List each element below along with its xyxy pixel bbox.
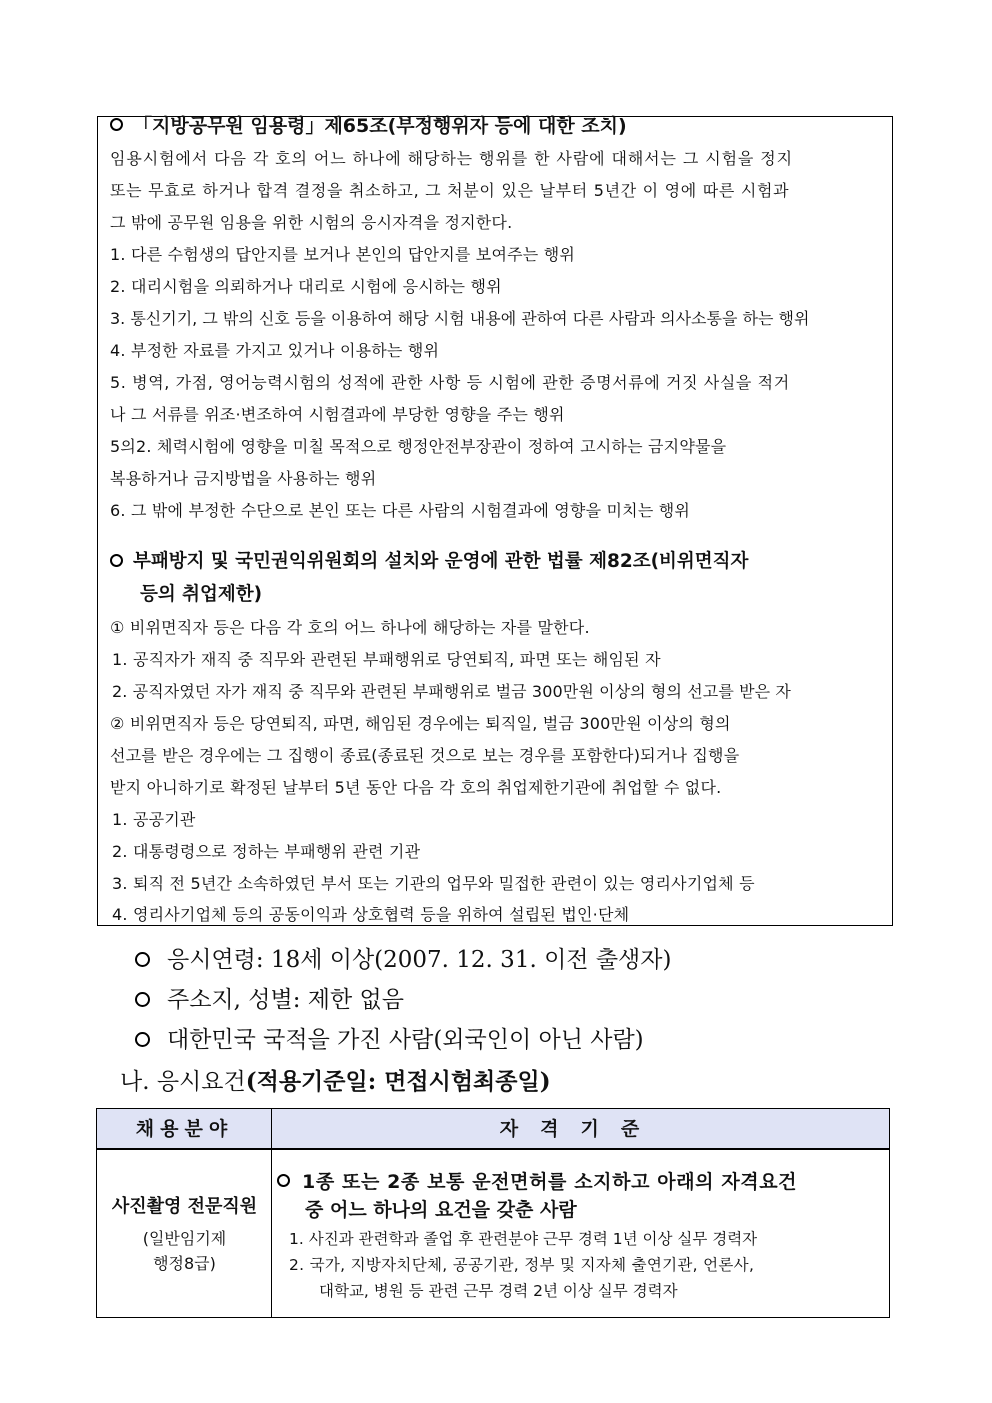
section2-line: 1. 공직자가 재직 중 직무와 관련된 부패행위로 당연퇴직, 파면 또는 해임된 자 (112, 650, 661, 669)
requirement-line1: 1종 또는 2종 보통 운전면허를 소지하고 아래의 자격요건 (302, 1171, 798, 1193)
section1-line: 5의2. 체력시험에 영향을 미칠 목적으로 행정안전부장관이 정하여 고시하는 금지약물을 (110, 437, 727, 456)
section1-line: 임용시험에서 다음 각 호의 어느 하나에 해당하는 행위를 한 사람에 대해서는 그 시험을 정지 (110, 149, 793, 168)
regulation-box (97, 116, 893, 926)
section2-heading (110, 550, 748, 574)
section1-line: 6. 그 밖에 부정한 수단으로 본인 또는 다른 사람의 시험결과에 영향을 미치는 행위 (110, 501, 691, 520)
circle-bullet-icon (135, 1032, 150, 1047)
bullet-nationality-text: 대한민국 국적을 가진 사람(외국인이 아닌 사람) (167, 1027, 644, 1053)
section1-line: 4. 부정한 자료를 가지고 있거나 이용하는 행위 (110, 341, 440, 360)
table-header-field: 채용분야 (97, 1109, 272, 1150)
field-sub2: 행정8급) (153, 1254, 216, 1273)
requirement-item: 2. 국가, 지방자치단체, 공공기관, 정부 및 지자체 출연기관, 언론사, (289, 1256, 755, 1274)
section1-line: 2. 대리시험을 의뢰하거나 대리로 시험에 응시하는 행위 (110, 277, 502, 296)
section1-heading (110, 114, 627, 138)
section2-line: 1. 공공기관 (112, 810, 196, 829)
section1-line: 나 그 서류를 위조·변조하여 시험결과에 부당한 영향을 주는 행위 (110, 405, 565, 424)
section1-line: 또는 무효로 하거나 합격 결정을 취소하고, 그 처분이 있은 날부터 5년간 이 영에 따른 시험과 (110, 181, 790, 200)
bullet-address-text: 주소지, 성별: 제한 없음 (167, 987, 404, 1013)
subheading-prefix: 나. 응시요건 (120, 1069, 246, 1095)
bullet-nationality (135, 1026, 644, 1054)
requirement-main (277, 1167, 797, 1194)
section2-line: ② 비위면직자 등은 당연퇴직, 파면, 해임된 경우에는 퇴직일, 벌금 300만원 이상의 형의 (110, 714, 731, 733)
section2-line: 3. 퇴직 전 5년간 소속하였던 부서 또는 기관의 업무와 밀접한 관련이 있는 영리사기업체 등 (112, 874, 755, 893)
table-header-criteria: 자격기준 (272, 1109, 889, 1150)
section2-line: 2. 대통령령으로 정하는 부패행위 관련 기관 (112, 842, 421, 861)
section2-line: ① 비위면직자 등은 다음 각 호의 어느 하나에 해당하는 자를 말한다. (110, 618, 590, 637)
section1-line: 그 밖에 공무원 임용을 위한 시험의 응시자격을 정지한다. (110, 213, 513, 232)
bullet-age-text: 응시연령: 18세 이상(2007. 12. 31. 이전 출생자) (167, 947, 672, 973)
section2-line: 받지 아니하기로 확정된 날부터 5년 동안 다음 각 호의 취업제한기관에 취업할 수 없다. (110, 778, 722, 797)
section2-line: 4. 영리사기업체 등의 공동이익과 상호협력 등을 위하여 설립된 법인·단체 (112, 905, 630, 924)
requirement-line2: 중 어느 하나의 요건을 갖춘 사람 (305, 1199, 577, 1221)
section2-line: 2. 공직자였던 자가 재직 중 직무와 관련된 부패행위로 벌금 300만원 이상의 형의 선고를 받은 자 (112, 682, 791, 701)
requirements-table (96, 1108, 890, 1318)
circle-bullet-icon (135, 952, 150, 967)
subheading (120, 1068, 551, 1096)
subheading-bold: (적용기준일: 면접시험최종일) (245, 1068, 551, 1095)
circle-bullet-icon (277, 1174, 290, 1187)
circle-bullet-icon (110, 554, 123, 567)
field-sub1: (일반임기제 (142, 1229, 227, 1248)
section2-heading-cont: 등의 취업제한) (140, 584, 263, 605)
section1-line: 5. 병역, 가점, 영어능력시험의 성적에 관한 사항 등 시험에 관한 증명서류에 거짓 사실을 적거 (110, 373, 790, 392)
section1-heading-text: 「지방공무원 임용령」제65조(부정행위자 등에 대한 조치) (133, 115, 627, 137)
section2-line: 선고를 받은 경우에는 그 집행이 종료(종료된 것으로 보는 경우를 포함한다)되거나 집행을 (110, 746, 740, 765)
section1-line: 1. 다른 수험생의 답안지를 보거나 본인의 답안지를 보여주는 행위 (110, 245, 576, 264)
bullet-address (135, 986, 404, 1014)
field-title: 사진촬영 전문직원 (111, 1196, 258, 1217)
circle-bullet-icon (110, 118, 123, 131)
requirement-item: 1. 사진과 관련학과 졸업 후 관련분야 근무 경력 1년 이상 실무 경력자 (289, 1230, 758, 1248)
bullet-age (135, 946, 671, 974)
section1-line: 3. 통신기기, 그 밖의 신호 등을 이용하여 해당 시험 내용에 관하여 다른 사람과 의사소통을 하는 행위 (110, 309, 810, 328)
circle-bullet-icon (135, 992, 150, 1007)
requirement-item: 대학교, 병원 등 관련 근무 경력 2년 이상 실무 경력자 (319, 1282, 678, 1300)
section2-heading-text: 부패방지 및 국민권익위원회의 설치와 운영에 관한 법률 제82조(비위면직자 (133, 551, 749, 572)
section1-line: 복용하거나 금지방법을 사용하는 행위 (110, 469, 377, 488)
